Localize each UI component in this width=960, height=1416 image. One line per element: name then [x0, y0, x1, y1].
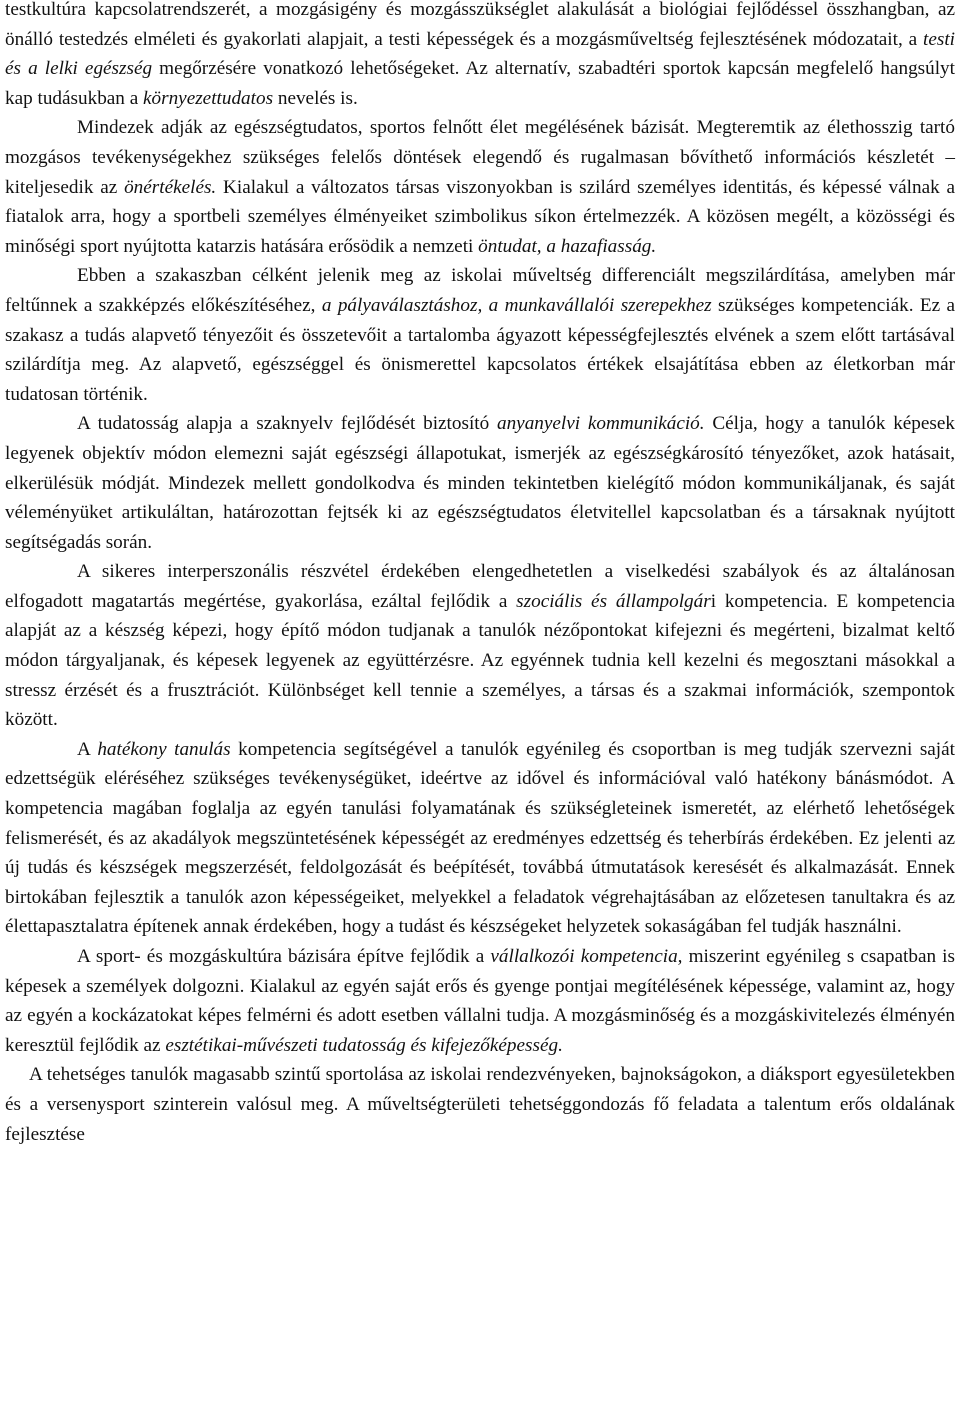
italic-run: hatékony tanulás [97, 738, 231, 760]
text-run: megőrzésére vonatkozó lehetőségeket. Az alternatív, szabadtéri sportok kapcsán megfelelő hangsúlyt kap tudásukban a [5, 58, 955, 109]
paragraph-2 [5, 113, 955, 261]
italic-run: anyanyelvi kommunikáció. [496, 413, 705, 435]
italic-run: szociális és állampolgár [516, 590, 711, 612]
text-run: Kialakul a változatos társas viszonyokban is szilárd személyes identitás, és képessé válnak a fiatalok arra, hogy a sportbeli személyes élményeiket szimbolikus síkon értelmezzék. A közösen megélt, a közösségi és minőségi sport nyújtotta katarzis hatására erősödik a nemzeti [5, 176, 955, 257]
text-run: testkultúra kapcsolatrendszerét, a mozgásigény és mozgásszükséglet alakulását a biológiai fejlődéssel összhangban, az önálló testedzés elméleti és gyakorlati alapjait, a testi képességek és a mozgásműveltség fejlesztésének módozatait, a [5, 0, 955, 50]
text-run: Célja, hogy a tanulók képesek legyenek objektív módon elemezni saját egészségi állapotukat, ismerjék az egészségkárosító tényezőket, azok hatásait, elkerülésük módját. Mindezek mellett gondolkodva és minden tekintetben kielégítő módon kommunikáljanak, és saját véleményüket artikuláltan, határozottan fejtsék ki az egészségtudatos életvitellel kapcsolatban és a társaknak nyújtott segítségadás során. [5, 413, 955, 553]
text-run: Mindezek adják az egészségtudatos, sportos felnőtt élet megélésének bázisát. Megteremtik az élethosszig tartó mozgásos tevékenységekhez szükséges felelős döntések elegendő és rugalmasan bővíthető információs készletét – kiteljesedik az [5, 117, 955, 198]
text-run: A tudatosság alapja a szaknyelv fejlődését biztosító [77, 413, 497, 435]
italic-run: öntudat, a hazafiasság. [478, 235, 657, 257]
paragraph-4 [5, 409, 955, 557]
text-run: szükséges kompetenciák. Ez a szakasz a tudás alapvető tényezőit és összetevőit a tartalomba ágyazott képességfejlesztés elvének a szem előtt tartásával szilárdítja meg. Az alapvető, egészséggel és önismerettel kapcsolatos értékek elsajátítása ebben az életkorban már tudatosan történik. [5, 294, 955, 405]
text-run: A tehetséges tanulók magasabb szintű sportolása az iskolai rendezvényeken, bajnokságokon, a diáksport egyesületekben és a versenysport szinterein valósul meg. A műveltségterületi tehetséggondozás fő feladata a talentum erős oldalának fejlesztése [5, 1064, 955, 1145]
italic-run: a pályaválasztáshoz, a munkavállalói szerepekhez [321, 294, 712, 316]
text-run: A sikeres interperszonális részvétel érdekében elengedhetetlen a viselkedési szabályok és az általánosan elfogadott magatartás megértése, gyakorlása, ezáltal fejlődik a [5, 561, 955, 612]
italic-run: környezettudatos [143, 87, 274, 109]
paragraph-8 [5, 1060, 955, 1149]
text-run: A [77, 738, 98, 760]
italic-run: testi és a lelki egészség [5, 28, 955, 80]
paragraph-3 [5, 261, 955, 409]
paragraph-7 [5, 942, 955, 1060]
italic-run: vállalkozói kompetencia, [490, 946, 683, 967]
paragraph-5 [5, 557, 955, 735]
paragraph-6 [5, 735, 955, 942]
italic-run: esztétikai-művészeti tudatosság és kifejezőképesség. [165, 1034, 563, 1056]
text-run: kompetencia segítségével a tanulók egyénileg és csoportban is meg tudják szervezni saját edzettségük eléréséhez szükséges tevékenységüket, ideértve az idővel és információval való hatékony bánásmódot. A kompetencia magában foglalja az egyén tanulási folyamatának és szükségleteinek ismeretét, az elérhető lehetőségek felismerését, és az akadályok megszüntetésének képességét az eredményes edzettség és teherbírás érdekében. Ez jelenti az új tudás és készségek megszerzését, feldolgozását és beépítését, továbbá útmutatások keresését és alkalmazását. Ennek birtokában fejlesztik a tanulók azon képességeiket, melyekkel a feladatok végrehajtásában az előzetesen tanultakra és az élettapasztalatra építenek annak érdekében, hogy a tudást és készségeket helyzetek sokaságában fel tudják használni. [5, 738, 955, 938]
italic-run: önértékelés. [124, 176, 217, 198]
text-run: miszerint egyénileg s csapatban is képesek a személyek dolgozni. Kialakul az egyén saját erős és gyenge pontjai megítélésének képessége, valamint az, hogy az egyén a kockázatokat képes felmérni és adott esetben vállalni tudja. A mozgásminőség és a mozgáskivitelezés élményén keresztül fejlődik az [5, 946, 955, 1056]
text-run: A sport- és mozgáskultúra bázisára építve fejlődik a [77, 946, 491, 967]
text-run: nevelés is. [273, 87, 358, 109]
text-run: Ebben a szakaszban célként jelenik meg az iskolai műveltség differenciált megszilárdítása, amelyben már feltűnnek a szakképzés előkészítéséhez, [5, 265, 955, 316]
document-body [5, 0, 955, 1149]
paragraph-1 [5, 0, 955, 113]
text-run: i kompetencia. E kompetencia alapját az a készség képezi, hogy építő módon tudjanak a tanulók nézőpontokat kifejezni és megérteni, bizalmat keltő módon tárgyaljanak, és képesek legyenek az együttérzésre. Az egyénnek tudnia kell kezelni és megosztani másokkal a stressz érzését és a frusztrációt. Különbséget kell tennie a személyes, a társas és a szakmai információk, szempontok között. [5, 590, 955, 731]
